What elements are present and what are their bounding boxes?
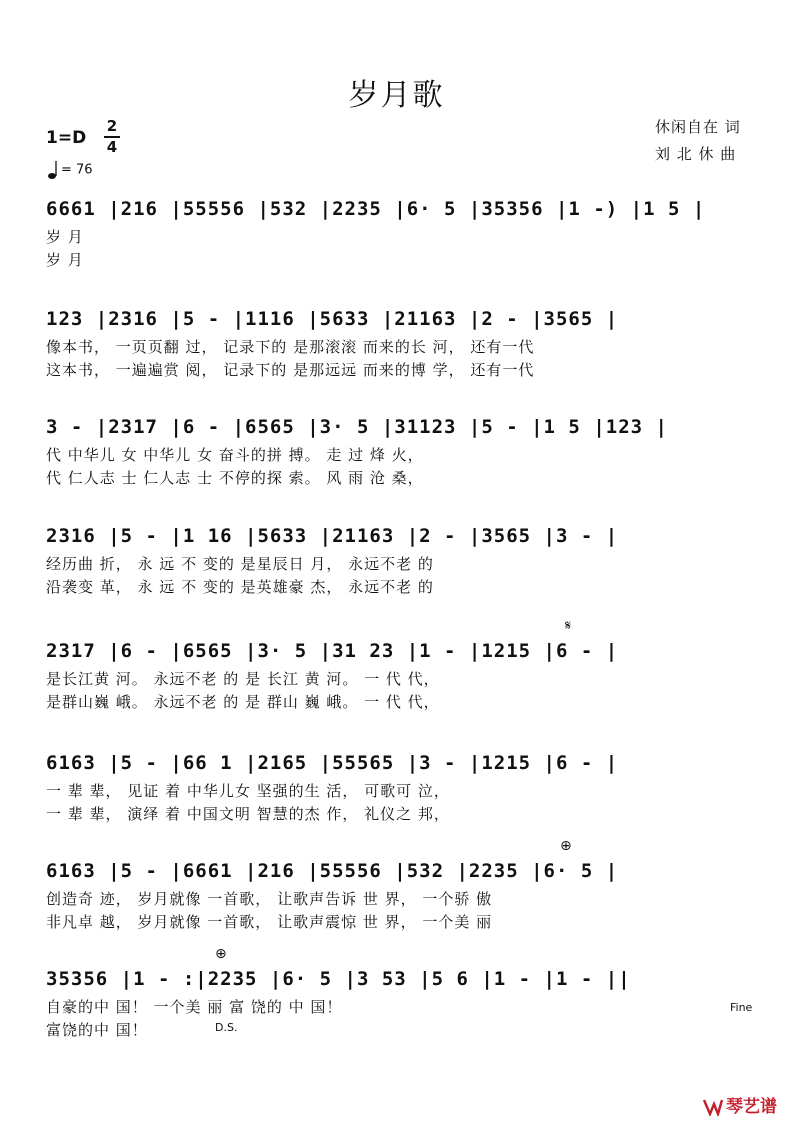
time-signature-bottom: 4 <box>106 138 118 156</box>
coda-icon: ⊕ <box>560 838 572 854</box>
segno-icon: 𝄋 <box>565 618 572 634</box>
logo-text: 琴艺谱 <box>726 1097 777 1117</box>
notes-line: 35356 |1 - :|2235 |6· 5 |3 53 |5 6 |1 - |1 - || <box>46 968 631 990</box>
lyricist-credit: 休闲自在 词 <box>655 118 741 136</box>
tempo-marking <box>48 160 93 180</box>
time-signature <box>104 118 120 156</box>
lyric-verse-1: 代 中华儿 女 中华儿 女 奋斗的拼 搏。 走 过 烽 火， <box>46 446 424 464</box>
time-signature-top: 2 <box>106 117 118 135</box>
fine-marking: Fine <box>730 1001 753 1014</box>
notes-line: 123 |2316 |5 - |1116 |5633 |21163 |2 - |3565 | <box>46 308 619 330</box>
lyric-verse-2: 岁 月 <box>46 251 84 269</box>
notes-line: 3 - |2317 |6 - |6565 |3· 5 |31123 |5 - |1 5 |123 | <box>46 416 668 438</box>
lyric-verse-2: 代 仁人志 士 仁人志 士 不停的探 索。 风 雨 沧 桑， <box>46 469 424 487</box>
lyric-verse-2: 这本书， 一遍遍赏 阅， 记录下的 是那远远 而来的博 学， 还有一代 <box>46 361 535 379</box>
page-title: 岁月歌 <box>348 78 445 113</box>
logo-icon <box>702 1098 724 1116</box>
notes-line: 6661 |216 |55556 |532 |2235 |6· 5 |35356 |1 -) |1 5 | <box>46 198 706 220</box>
notes-line: 6163 |5 - |66 1 |2165 |55565 |3 - |1215 |6 - | <box>46 752 619 774</box>
lyric-verse-2: 沿袭变 革， 永 远 不 变的 是英雄豪 杰， 永远不老 的 <box>46 578 434 596</box>
notes-line: 2316 |5 - |1 16 |5633 |21163 |2 - |3565 |3 - | <box>46 525 619 547</box>
lyric-verse-1: 经历曲 折， 永 远 不 变的 是星辰日 月， 永远不老 的 <box>46 555 434 573</box>
lyric-verse-1: 自豪的中 国！ 一个美 丽 富 饶的 中 国！ <box>46 998 343 1016</box>
quarter-note-icon <box>48 160 58 180</box>
coda-icon: ⊕ <box>215 946 227 962</box>
lyric-verse-1: 一 辈 辈， 见证 着 中华儿女 坚强的生 活， 可歌可 泣， <box>46 782 450 800</box>
lyric-verse-1: 创造奇 迹， 岁月就像 一首歌， 让歌声告诉 世 界， 一个骄 傲 <box>46 890 493 908</box>
lyric-verse-2: 一 辈 辈， 演绎 着 中国文明 智慧的杰 作， 礼仪之 邦， <box>46 805 450 823</box>
lyric-verse-1: 是长江黄 河。 永远不老 的 是 长江 黄 河。 一 代 代， <box>46 670 440 688</box>
lyric-verse-1: 岁 月 <box>46 228 84 246</box>
notes-line: 2317 |6 - |6565 |3· 5 |31 23 |1 - |1215 |6 - | <box>46 640 619 662</box>
lyric-verse-2: 非凡卓 越， 岁月就像 一首歌， 让歌声震惊 世 界， 一个美 丽 <box>46 913 493 931</box>
tempo-value: = 76 <box>61 162 93 178</box>
lyric-verse-2: 是群山巍 峨。 永远不老 的 是 群山 巍 峨。 一 代 代， <box>46 693 440 711</box>
lyric-verse-1: 像本书， 一页页翻 过， 记录下的 是那滚滚 而来的长 河， 还有一代 <box>46 338 535 356</box>
composer-credit: 刘 北 休 曲 <box>655 145 737 163</box>
ds-marking: D.S. <box>215 1021 238 1034</box>
notes-line: 6163 |5 - |6661 |216 |55556 |532 |2235 |6· 5 | <box>46 860 619 882</box>
lyric-verse-2: 富饶的中 国！ <box>46 1021 148 1039</box>
site-logo <box>702 1092 777 1117</box>
key-signature: 1=D <box>46 128 87 148</box>
